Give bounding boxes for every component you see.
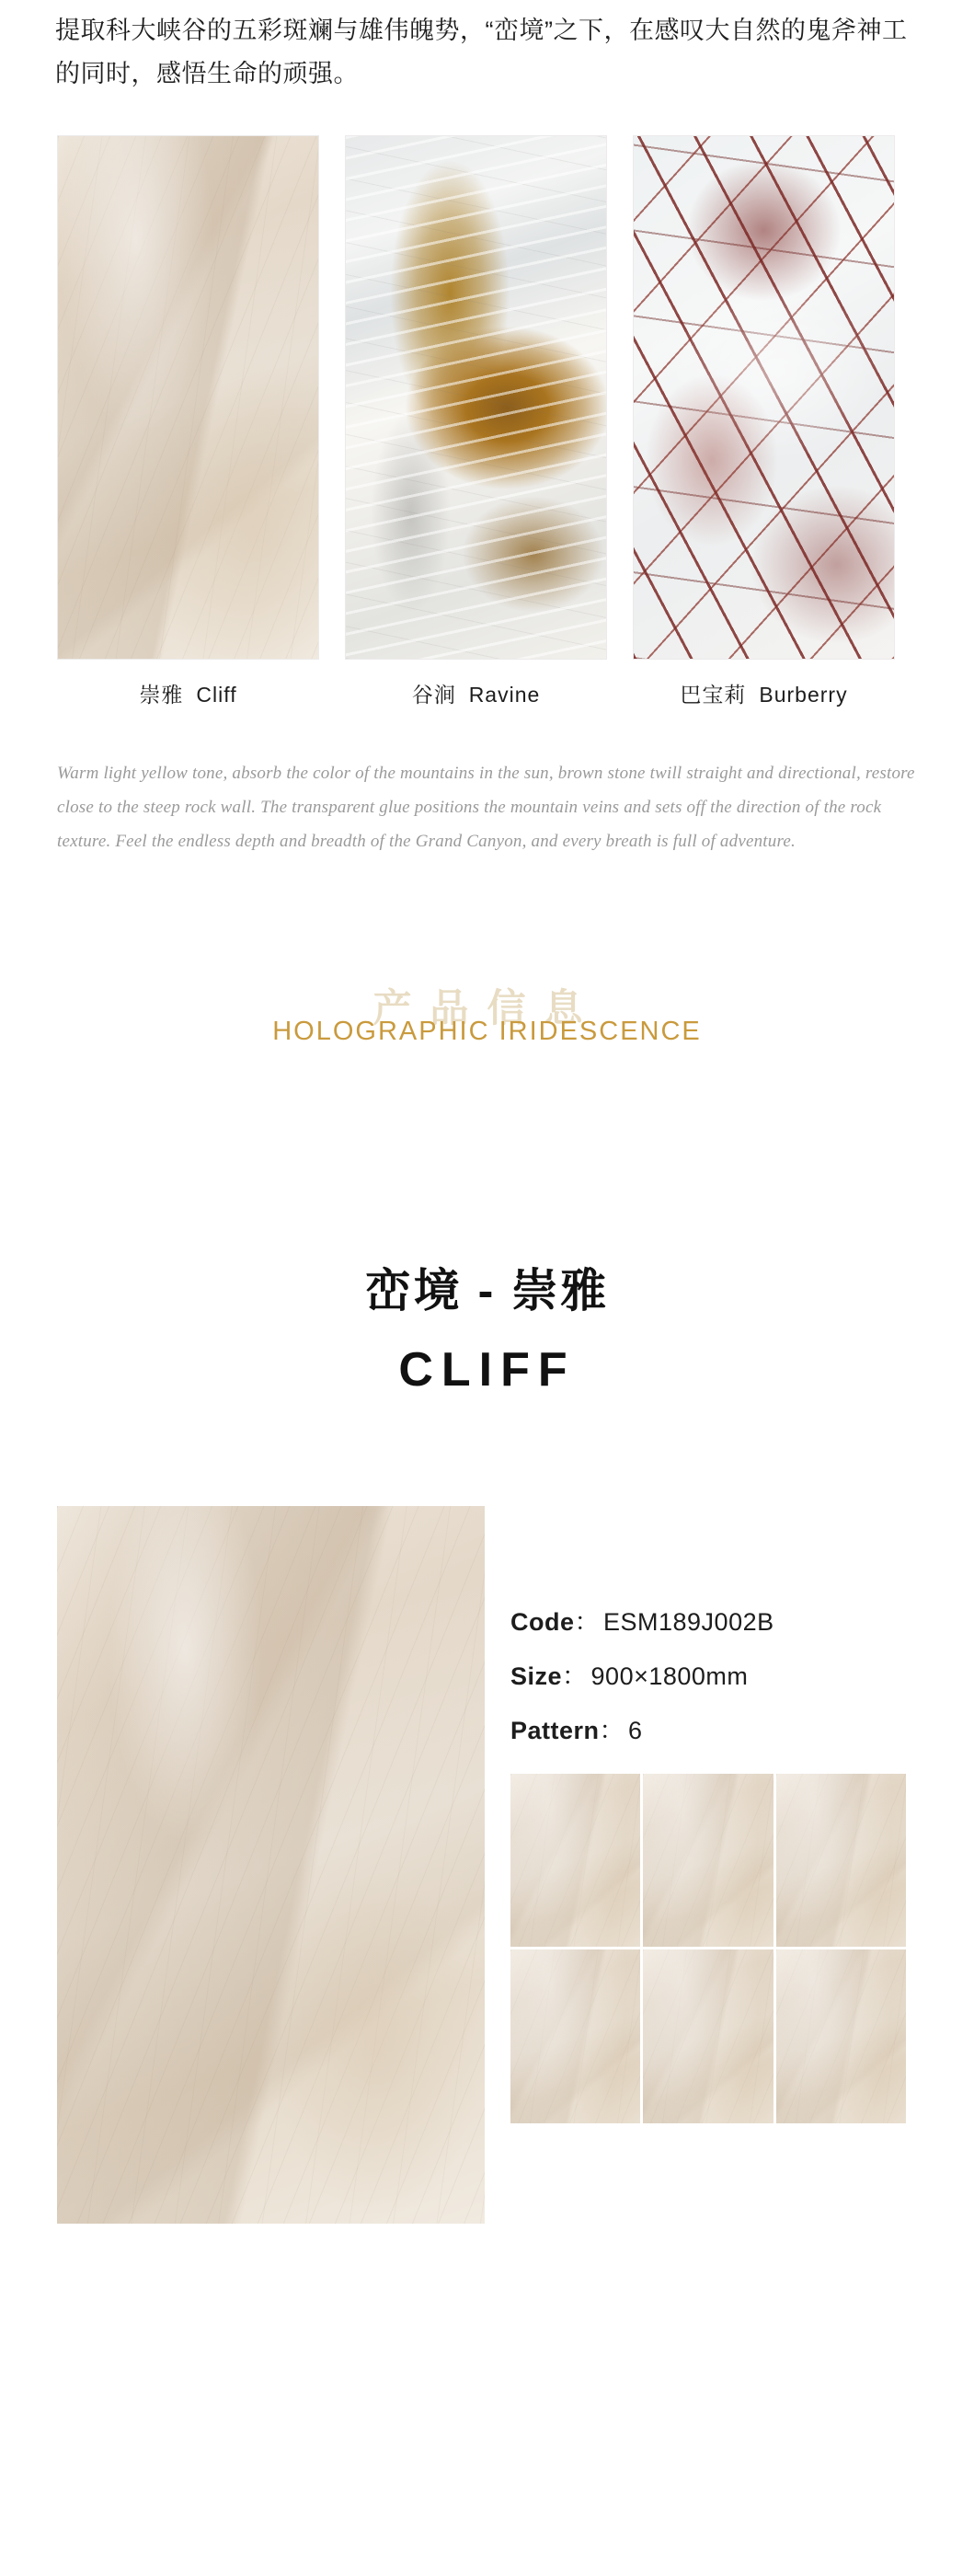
product-title-cn: 峦境 - 崇雅: [364, 1264, 610, 1317]
banner-title-cn: 产品信息: [372, 985, 602, 1029]
layout-cell: [510, 1774, 640, 1948]
spec-code: [510, 1602, 906, 1638]
spec-size-separator: ：: [562, 1662, 588, 1690]
layout-cell: [510, 1949, 640, 2123]
product-detail-section: [0, 1397, 974, 2224]
sample-name-cn-cliff: 崇雅: [139, 682, 184, 707]
spec-code-label: Code: [510, 1607, 575, 1636]
product-spec-panel: [510, 1506, 906, 2123]
product-main-image: [57, 1506, 485, 2224]
layout-cell: [776, 1949, 906, 2123]
sample-image-ravine: [345, 135, 607, 660]
product-title-section: [0, 1254, 974, 1397]
spec-code-value: ESM189J002B: [603, 1607, 774, 1636]
sample-name-cn-ravine: 谷涧: [411, 682, 456, 707]
spec-pattern-value: 6: [628, 1716, 643, 1744]
product-title-en: CLIFF: [398, 1342, 576, 1397]
spec-pattern: [510, 1710, 906, 1746]
intro-section: [0, 0, 974, 97]
spec-size: [510, 1656, 906, 1692]
sample-tile-ravine[interactable]: [345, 135, 607, 708]
spec-pattern-separator: ：: [599, 1716, 625, 1744]
banner-title-en: HOLOGRAPHIC IRIDESCENCE: [272, 1016, 702, 1046]
sample-tile-burberry[interactable]: [633, 135, 895, 708]
sample-image-cliff: [57, 135, 319, 660]
sample-name-en-ravine: Ravine: [468, 682, 541, 707]
spec-code-separator: ：: [574, 1607, 600, 1636]
sample-tiles-row: [0, 97, 974, 708]
intro-paragraph: 提取科大峡谷的五彩斑斓与雄伟魄势，“峦境”之下，在感叹大自然的鬼斧神工的同时，感悟生命的顽强。: [55, 17, 908, 88]
description-section: [0, 708, 974, 858]
sample-tile-cliff[interactable]: [57, 135, 319, 708]
spec-pattern-label: Pattern: [510, 1716, 600, 1744]
layout-cell: [643, 1774, 773, 1948]
sample-name-cn-burberry: 巴宝莉: [680, 682, 747, 707]
layout-cell: [776, 1774, 906, 1948]
sample-image-burberry: [633, 135, 895, 660]
section-banner: [0, 978, 974, 1098]
spec-size-label: Size: [510, 1662, 563, 1690]
layout-preview-grid: [510, 1774, 906, 2123]
spec-size-value: 900×1800mm: [590, 1662, 749, 1690]
layout-cell: [643, 1949, 773, 2123]
sample-caption-ravine: [345, 678, 607, 708]
sample-caption-cliff: [57, 678, 319, 708]
description-text: Warm light yellow tone, absorb the color of the mountains in the sun, brown stone twill straight and directional, restore close to the steep rock wall. The transparent glue positions the mountain veins and sets off the direction of the rock texture. Feel the endless depth and breadth of the Grand Canyon, and every breath is full of adventure.: [57, 763, 915, 851]
sample-name-en-burberry: Burberry: [759, 682, 848, 707]
sample-caption-burberry: [633, 678, 895, 708]
sample-name-en-cliff: Cliff: [196, 682, 237, 707]
